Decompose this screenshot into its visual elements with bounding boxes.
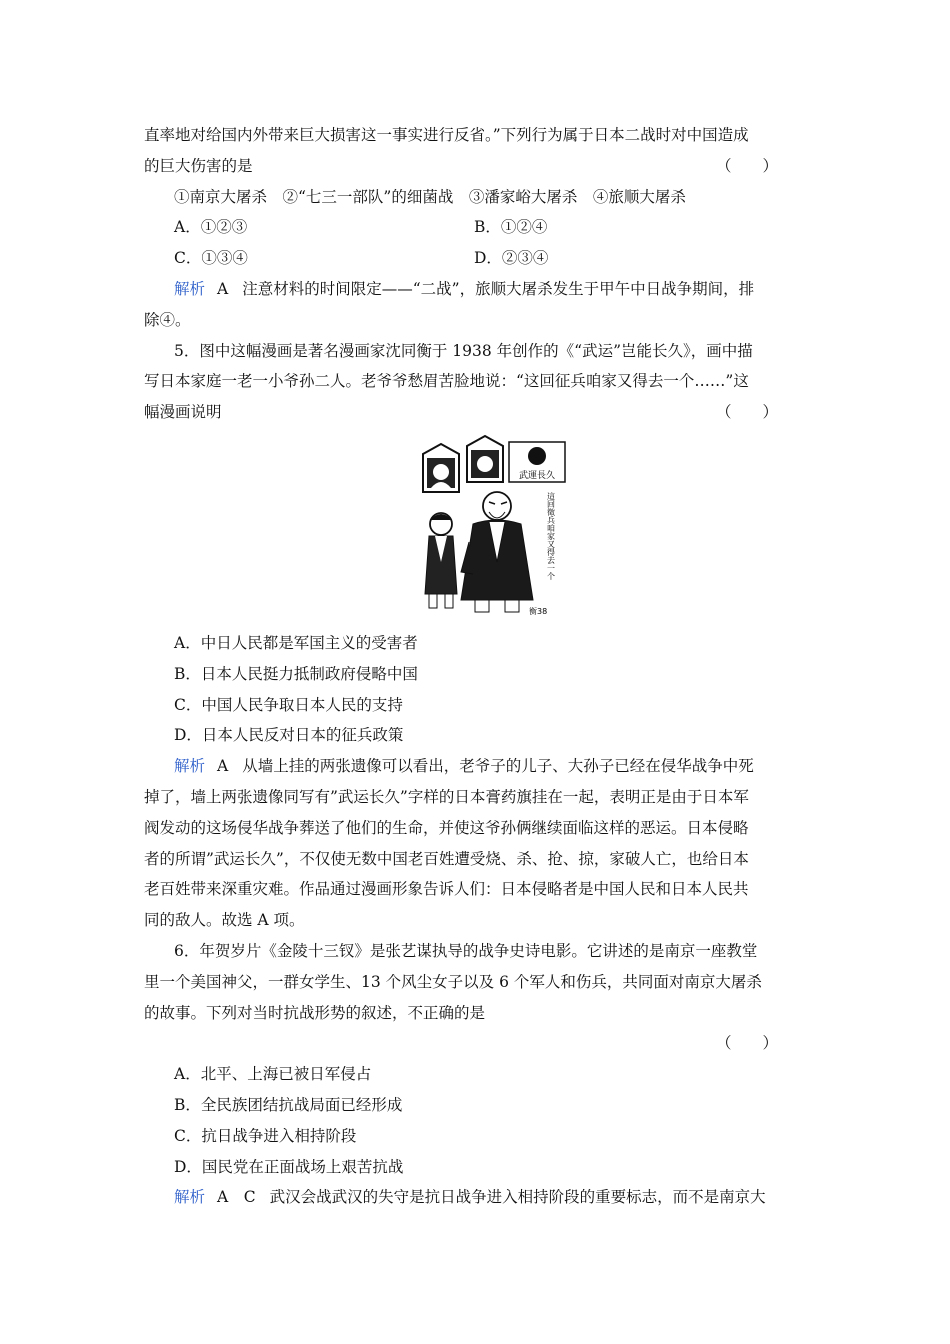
q4-analysis-line-1 [144,274,808,305]
q4-option-a: A．①②③ [174,218,248,237]
document-page [144,120,808,1213]
q5-stem-line-2: 写日本家庭一老一小爷孙二人。老爷爷愁眉苦脸地说：“这回征兵咱家又得去一个……”这 [144,372,749,391]
q6-analysis-line-1 [144,1182,808,1213]
q5-analysis-line-4: 者的所谓”武运长久”，不仅使无数中国老百姓遭受烧、杀、抢、掠，家破人亡，也给日本 [144,849,749,868]
q4-analysis-text: 注意材料的时间限定——“二战”，旅顺大屠杀发生于甲午中日战争期间，排 [242,279,755,298]
q5-stem-line-1: 5．图中这幅漫画是著名漫画家沈同衡于 1938 年创作的《“武运”岂能长久》，画中描 [174,341,753,360]
q5-analysis-line-1 [144,751,808,782]
q6-option-d: D．国民党在正面战场上艰苦抗战 [174,1157,404,1176]
q6-answer-key: A C [217,1188,256,1207]
q5-answer-key: A [217,757,229,776]
q4-option-b: B．①②④ [474,218,548,237]
q6-option-c: C．抗日战争进入相持阶段 [174,1126,357,1145]
q6-paren-line [144,1028,808,1059]
q4-answer-blank: （ ） [715,156,778,175]
q4-option-d: D．②③④ [474,249,549,268]
portrait-middle [467,436,503,482]
cartoon-illustration [409,432,569,620]
q6-stem-line-3: 的故事。下列对当时抗战形势的叙述，不正确的是 [144,1003,486,1022]
q4-options-row-2 [144,243,808,274]
q5-stem-line-3 [144,397,808,428]
q5-cartoon-figure [144,432,808,622]
q4-stem-text: 的巨大伤害的是 [144,156,253,175]
q6-answer-blank: （ ） [715,1034,778,1053]
q4-stem-line-2 [144,151,808,182]
q4-analysis-label: 解析 [174,279,206,298]
q5-analysis-text: 从墙上挂的两张遗像可以看出，老爷子的儿子、大孙子已经在侵华战争中死 [242,757,754,776]
q5-option-d: D．日本人民反对日本的征兵政策 [174,726,404,745]
q5-analysis-line-5: 老百姓带来深重灾难。作品通过漫画形象告诉人们：日本侵略者是中国人民和日本人民共 [144,880,749,899]
child-figure [425,513,457,608]
flag [509,442,565,482]
q5-analysis-label: 解析 [174,757,206,776]
artist-signature: 衡38 [529,606,548,616]
q5-option-a: A．中日人民都是军国主义的受害者 [174,633,418,652]
q5-answer-blank: （ ） [715,403,778,422]
q4-answer-key: A [217,279,229,298]
grandfather-figure [461,492,533,612]
q6-option-b: B．全民族团结抗战局面已经形成 [174,1095,403,1114]
q6-analysis-label: 解析 [174,1188,206,1207]
q5-analysis-line-3: 阀发动的这场侵华战争葬送了他们的生命，并使这爷孙俩继续面临这样的恶运。日本侵略 [144,818,749,837]
q6-option-a: A．北平、上海已被日军侵占 [174,1065,372,1084]
flag-text: 武運長久 [518,470,556,481]
q6-stem-line-2: 里一个美国神父，一群女学生、13 个风尘女子以及 6 个军人和伤兵，共同面对南京大屠杀 [144,972,762,991]
q5-analysis-line-6: 同的敌人。故选 A 项。 [144,911,305,930]
q5-stem-text: 幅漫画说明 [144,403,222,422]
q6-stem-line-1: 6．年贺岁片《金陵十三钗》是张艺谋执导的战争史诗电影。它讲述的是南京一座教堂 [174,941,758,960]
speech-text: 這回徵兵咱家又得去一个 [546,491,556,580]
q4-items: ①南京大屠杀 ②“七三一部队”的细菌战 ③潘家峪大屠杀 ④旅顺大屠杀 [174,187,686,206]
q5-analysis-line-2: 掉了，墙上两张遗像同写有”武运长久”字样的日本膏药旗挂在一起，表明正是由于日本军 [144,787,749,806]
q5-option-c: C．中国人民争取日本人民的支持 [174,695,403,714]
q6-analysis-text: 武汉会战武汉的失守是抗日战争进入相持阶段的重要标志，而不是南京大 [269,1188,766,1207]
portrait-left [423,444,459,492]
q4-analysis-line-2: 除④。 [144,310,191,329]
q4-option-c: C．①③④ [174,249,248,268]
q5-option-b: B．日本人民挺力抵制政府侵略中国 [174,664,418,683]
q4-options-row-1 [144,212,808,243]
q4-stem-line-1: 直率地对给国内外带来巨大损害这一事实进行反省。”下列行为属于日本二战时对中国造成 [144,126,749,144]
